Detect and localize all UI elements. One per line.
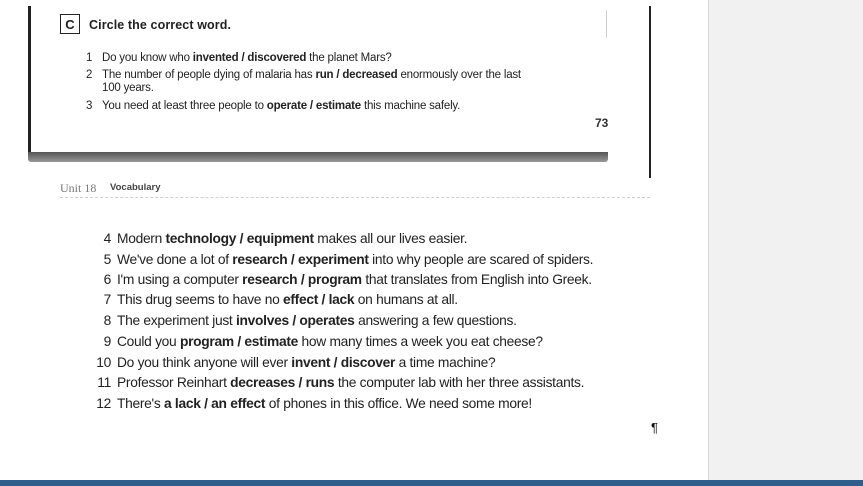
- item-text: The number of people dying of malaria has: [102, 69, 316, 81]
- item-text: Modern: [117, 231, 166, 246]
- margin-rule: [606, 10, 607, 38]
- exercise-item: [86, 100, 460, 112]
- page-fold-shadow: [28, 152, 608, 162]
- item-continuation: 100 years.: [102, 82, 154, 94]
- item-text: on humans at all.: [354, 292, 458, 307]
- item-number: 11: [97, 375, 111, 390]
- exercise-item: [88, 231, 467, 246]
- document-side-margin: [708, 0, 863, 480]
- item-text: You need at least three people to: [102, 100, 267, 112]
- item-choices: decreases / runs: [230, 375, 335, 390]
- status-bar: [0, 480, 863, 486]
- item-text: We've done a lot of: [117, 252, 233, 267]
- page-number: 73: [595, 116, 609, 130]
- exercise-item: [88, 375, 584, 390]
- exercise-item: [88, 355, 495, 370]
- item-number: 3: [86, 100, 93, 112]
- exercise-item: [88, 334, 543, 349]
- item-text: I'm using a computer: [117, 272, 243, 287]
- exercise-item: [88, 396, 532, 411]
- item-number: 9: [103, 334, 111, 349]
- section-title: Circle the correct word.: [89, 18, 232, 32]
- item-number: 7: [103, 292, 111, 307]
- item-text: The experiment just: [117, 313, 236, 328]
- item-text: into why people are scared of spiders.: [368, 252, 594, 267]
- item-text: enormously over the last: [397, 69, 521, 81]
- item-choices: research / experiment: [232, 252, 369, 267]
- item-text: Do you think anyone will ever: [117, 355, 292, 370]
- exercise-item: [88, 252, 593, 267]
- item-choices: involves / operates: [236, 313, 355, 328]
- item-number: 2: [86, 69, 93, 81]
- item-text: This drug seems to have no: [117, 292, 283, 307]
- item-number: 8: [103, 313, 111, 328]
- exercise-item: [86, 69, 521, 81]
- page-header-rule: [60, 197, 650, 199]
- item-choices: invent / discover: [291, 355, 396, 370]
- item-text: There's: [117, 396, 165, 411]
- item-choices: research / program: [242, 272, 362, 287]
- item-text: a time machine?: [395, 355, 496, 370]
- item-number: 5: [103, 252, 111, 267]
- item-text: the computer lab with her three assistants.: [334, 375, 585, 390]
- item-choices: a lack / an effect: [164, 396, 266, 411]
- item-choices: effect / lack: [283, 292, 355, 307]
- item-choices: operate / estimate: [266, 100, 361, 112]
- item-text: of phones in this office. We need some more!: [265, 396, 532, 411]
- item-number: 4: [103, 231, 111, 246]
- paragraph-mark[interactable]: ¶: [651, 420, 658, 435]
- item-text: Could you: [117, 334, 180, 349]
- item-text: this machine safely.: [360, 100, 461, 112]
- item-text: Professor Reinhart: [117, 375, 231, 390]
- unit-label: Unit 18: [60, 181, 97, 195]
- item-text: makes all our lives easier.: [313, 231, 468, 246]
- page-right-rule: [649, 6, 651, 178]
- item-number: 10: [96, 355, 111, 370]
- exercise-item: [88, 292, 458, 307]
- item-choices: program / estimate: [179, 334, 299, 349]
- item-text: Do you know who: [102, 52, 193, 64]
- item-text: that translates from English into Greek.: [361, 272, 592, 287]
- item-text: answering a few questions.: [354, 313, 517, 328]
- item-choices: invented / discovered: [192, 52, 307, 64]
- item-choices: technology / equipment: [165, 231, 314, 246]
- item-text: how many times a week you eat cheese?: [298, 334, 543, 349]
- section-letter-box: C: [60, 14, 80, 34]
- exercise-item: [86, 52, 392, 64]
- item-number: 6: [103, 272, 111, 287]
- page-edge-rule: [28, 6, 31, 156]
- exercise-item: [88, 272, 592, 287]
- exercise-item: [88, 313, 517, 328]
- item-number: 12: [96, 396, 111, 411]
- unit-subtitle: Vocabulary: [110, 182, 161, 193]
- item-text: the planet Mars?: [306, 52, 392, 64]
- item-choices: run / decreased: [315, 69, 398, 81]
- item-number: 1: [86, 52, 93, 64]
